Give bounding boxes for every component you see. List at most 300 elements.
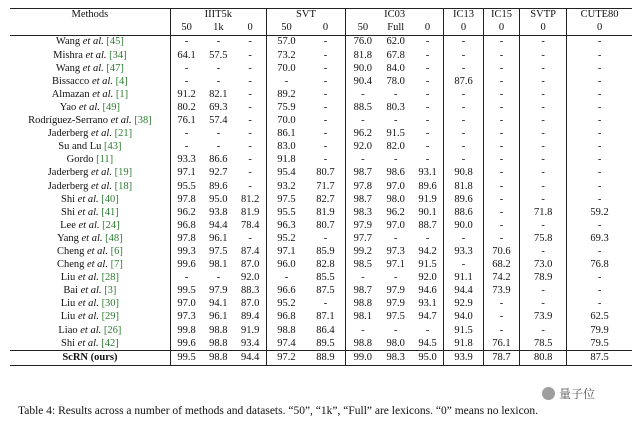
citation-link[interactable]: [28] [101,272,120,284]
table-row [10,115,632,128]
value-cell: 97.7 [346,233,380,246]
value-cell: - [393,88,398,100]
value-cell: - [567,220,632,233]
value-cell: - [567,49,632,62]
value-cell: - [567,141,632,154]
value-cell: - [520,324,567,337]
value-cell: 69.3 [567,233,632,246]
value-cell: - [248,49,252,61]
table-row [10,311,632,324]
value-cell: 94.6 [418,285,437,297]
method-name: Gordo [66,154,94,166]
value-cell: 76.0 [346,36,380,50]
value-cell: - [444,49,484,62]
value-cell: - [266,75,306,88]
method-cell [10,102,170,115]
value-cell: - [425,324,430,336]
value-cell: - [248,128,252,140]
value-cell: - [520,298,567,311]
method-cell [10,285,170,298]
value-cell: 99.6 [170,337,202,351]
value-cell: 64.1 [170,49,202,62]
watermark-text: 量子位 [559,386,596,401]
value-cell: - [425,115,430,127]
value-cell: 70.0 [266,115,306,128]
value-cell: 98.6 [386,167,405,179]
value-cell: - [520,75,567,88]
value-cell: - [567,298,632,311]
value-cell: 97.1 [266,246,306,259]
citation-link[interactable]: [40] [101,193,119,205]
value-cell: - [216,75,221,87]
method-cell [10,233,170,246]
value-cell: 88.3 [240,285,260,297]
method-cell [10,62,170,75]
citation-link[interactable]: [21] [114,128,133,140]
value-cell: - [520,89,567,102]
value-cell: 82.0 [386,141,405,153]
value-cell: - [520,285,567,298]
value-cell: 88.7 [418,219,437,231]
group-cute80: CUTE80 [567,9,632,23]
value-cell: - [425,62,430,74]
method-name: Wang et al. [55,62,104,74]
value-cell: - [444,233,484,246]
value-cell: 80.2 [170,102,202,115]
value-cell: 70.6 [483,246,519,259]
value-cell: 78.9 [520,272,567,285]
group-iiit5k: IIIT5k [170,9,266,23]
value-cell: - [483,193,519,206]
value-cell: 73.0 [520,259,567,272]
value-cell: - [323,232,328,244]
value-cell: - [483,220,519,233]
value-cell: 98.7 [346,285,380,298]
value-cell: - [248,62,252,74]
value-cell: 93.3 [170,154,202,167]
table-row [10,285,632,298]
value-cell: - [323,62,328,74]
value-cell: - [483,75,519,88]
value-cell: 88.6 [444,206,484,219]
value-cell: - [425,49,430,61]
value-cell: - [567,193,632,206]
value-cell: - [248,115,252,127]
value-cell: - [248,141,252,153]
value-cell: 91.2 [170,89,202,102]
value-cell: - [323,115,328,127]
value-cell: - [520,246,567,259]
value-cell: - [444,154,484,167]
table-row [10,75,632,88]
value-cell: 99.8 [170,324,202,337]
value-cell: 98.8 [209,337,228,349]
value-cell: - [393,154,398,166]
table-row [10,180,632,193]
value-cell: 62.0 [386,36,405,48]
value-cell: 93.8 [209,206,228,218]
value-cell: - [323,101,328,113]
citation-link[interactable]: [45] [106,36,124,48]
value-cell: - [216,36,221,48]
citation-link[interactable]: [38] [134,115,152,127]
value-cell: 99.0 [346,351,380,365]
value-cell: 96.3 [266,220,306,233]
value-cell: 90.0 [346,62,380,75]
value-cell: 87.4 [240,245,260,257]
value-cell: - [444,62,484,75]
sub-header: 50 [170,22,202,36]
value-cell: 82.8 [316,259,335,271]
value-cell: - [444,259,484,272]
citation-link[interactable]: [7] [110,259,123,271]
method-cell [10,36,170,50]
value-cell: 80.3 [386,101,405,113]
value-cell: 81.2 [240,193,260,205]
value-cell: - [483,206,519,219]
value-cell: 93.2 [266,180,306,193]
value-cell: 89.6 [418,180,437,192]
table-row [10,206,632,219]
method-cell [10,206,170,219]
value-cell: 94.5 [418,337,437,349]
value-cell: 99.6 [170,259,202,272]
methods-header: Methods [10,9,170,23]
citation-link[interactable]: [43] [104,141,122,153]
value-cell: - [567,285,632,298]
table-row [10,298,632,311]
value-cell: 78.7 [483,351,519,365]
value-cell: 96.1 [209,232,228,244]
value-cell: 76.1 [483,337,519,351]
value-cell: 73.9 [520,311,567,324]
value-cell: - [323,49,328,61]
value-cell: 91.8 [266,154,306,167]
value-cell: - [483,180,519,193]
method-name: Bissacco et al. [51,75,113,87]
results-body [10,36,632,365]
value-cell: - [520,62,567,75]
value-cell: - [425,101,430,113]
value-cell: 98.1 [346,311,380,324]
value-cell: - [520,167,567,180]
value-cell: 86.4 [316,324,335,336]
value-cell: 98.8 [346,337,380,351]
value-cell: 97.9 [209,285,228,297]
value-cell: 95.2 [266,233,306,246]
citation-link[interactable]: [24] [102,219,120,231]
method-name: Rodríguez-Serrano et al. [28,115,132,127]
value-cell: 87.0 [240,259,260,271]
table-row [10,233,632,246]
value-cell: 91.5 [418,259,437,271]
value-cell: 95.5 [266,206,306,219]
table-row [10,220,632,233]
value-cell: 96.2 [346,128,380,141]
value-cell: - [323,298,328,310]
value-cell: 78.4 [240,219,260,231]
method-name: Mishra et al. [53,49,107,61]
watermark [538,383,634,403]
value-cell: - [567,115,632,128]
value-cell: 68.2 [483,259,519,272]
value-cell: 69.3 [209,101,228,113]
method-name: Cheng et al. [56,259,108,271]
citation-link[interactable]: [34] [109,49,127,61]
value-cell: 79.5 [567,337,632,351]
table-row [10,62,632,75]
citation-link[interactable]: [3] [104,285,117,297]
citation-link[interactable]: [26] [103,324,122,336]
method-cell [10,128,170,141]
value-cell: - [393,115,398,127]
value-cell: 98.8 [209,324,228,336]
value-cell: 95.4 [266,167,306,180]
method-cell [10,298,170,311]
value-cell: 67.8 [386,49,405,61]
value-cell: 98.8 [202,351,234,365]
sub-header: 50 [346,22,380,36]
value-cell: 96.6 [266,285,306,298]
value-cell: - [323,88,328,100]
method-cell [10,337,170,351]
value-cell: 97.3 [170,311,202,324]
value-cell: - [520,36,567,50]
value-cell: - [170,36,202,50]
table-row [10,102,632,115]
value-cell: 97.8 [170,193,202,206]
value-cell: 92.0 [418,272,437,284]
value-cell: 94.0 [444,311,484,324]
citation-link[interactable]: [18] [114,180,133,192]
value-cell: 97.2 [266,351,306,365]
value-cell: 87.6 [444,75,484,88]
value-cell: 99.5 [170,285,202,298]
value-cell: 94.1 [209,298,228,310]
value-cell: 97.5 [266,193,306,206]
value-cell: 73.2 [266,49,306,62]
method-cell [10,154,170,167]
value-cell: 88.5 [346,102,380,115]
value-cell: 90.8 [444,167,484,180]
value-cell: 79.9 [567,324,632,337]
value-cell: - [444,102,484,115]
value-cell: - [323,154,328,166]
value-cell: 97.4 [266,337,306,351]
value-cell: 75.8 [520,233,567,246]
method-name: Liu et al. [60,272,99,284]
sub-header: 50 [266,22,306,36]
table-row [10,193,632,206]
value-cell: 89.5 [316,337,335,349]
value-cell: 59.2 [567,206,632,219]
table-row [10,154,632,167]
value-cell: - [323,128,328,140]
value-cell: 85.9 [316,245,335,257]
sub-header: 0 [306,22,346,36]
value-cell: - [483,36,519,50]
citation-link[interactable]: [41] [101,206,119,218]
value-cell: 78.0 [386,75,405,87]
citation-link[interactable]: [6] [110,245,123,257]
citation-link[interactable]: [19] [114,167,133,179]
value-cell: - [567,75,632,88]
citation-link[interactable]: [42] [101,337,119,349]
value-cell: 93.9 [444,351,484,365]
value-cell: - [567,62,632,75]
value-cell: - [567,128,632,141]
table-row [10,89,632,102]
value-cell: - [520,128,567,141]
value-cell: 92.7 [209,167,228,179]
value-cell: - [567,89,632,102]
table-row [10,259,632,272]
citation-link[interactable]: [30] [101,298,120,310]
value-cell: - [323,141,328,153]
value-cell: 71.7 [316,180,335,192]
citation-link[interactable]: [1] [115,88,129,100]
value-cell: 92.0 [240,272,260,284]
value-cell: 97.8 [170,233,202,246]
value-cell: - [248,101,252,113]
value-cell: - [444,141,484,154]
value-cell: - [393,232,398,244]
value-cell: - [266,272,306,285]
method-cell [10,324,170,337]
value-cell: - [425,141,430,153]
value-cell: 81.8 [346,49,380,62]
value-cell: - [567,180,632,193]
value-cell: 93.4 [240,337,260,349]
value-cell: 94.4 [444,285,484,298]
value-cell: - [346,89,380,102]
value-cell: 80.8 [520,351,567,365]
value-cell: 78.5 [520,337,567,351]
value-cell: 92.9 [444,298,484,311]
value-cell: 97.0 [386,219,405,231]
group-ic15: IC15 [483,9,519,23]
value-cell: - [323,36,328,48]
value-cell: 98.3 [380,351,412,365]
value-cell: - [483,102,519,115]
value-cell: 89.2 [266,89,306,102]
method-cell [10,49,170,62]
method-name: Su and Lu [58,141,102,153]
value-cell: 98.1 [209,259,228,271]
method-cell [10,115,170,128]
value-cell: 95.0 [412,351,444,365]
citation-link[interactable]: [47] [106,62,124,74]
value-cell: 96.2 [386,206,405,218]
value-cell: 98.7 [346,193,380,206]
citation-link[interactable]: [4] [115,75,128,87]
method-name: Yao et al. [59,101,100,113]
value-cell: 98.0 [386,193,405,205]
method-cell [10,351,170,365]
value-cell: 91.8 [444,337,484,351]
value-cell: 74.2 [483,272,519,285]
value-cell: - [216,62,221,74]
value-cell: 97.9 [346,220,380,233]
sub-header: 0 [520,22,567,36]
citation-link[interactable]: [49] [102,101,120,113]
results-table [10,8,632,366]
sub-header: Full [380,22,412,36]
group-ic13: IC13 [444,9,484,23]
citation-link[interactable]: [48] [105,232,123,244]
citation-link[interactable]: [11] [96,154,114,166]
value-cell: 97.0 [386,180,405,192]
value-cell: 98.7 [346,167,380,180]
value-cell: 80.7 [316,219,335,231]
value-cell: - [346,154,380,167]
value-cell: - [567,36,632,50]
value-cell: 97.9 [386,298,405,310]
value-cell: - [425,128,430,140]
value-cell: - [444,36,484,50]
citation-link[interactable]: [29] [101,311,120,323]
value-cell: 99.3 [170,246,202,259]
table-row [10,324,632,337]
value-cell: - [567,246,632,259]
value-cell: 73.9 [483,285,519,298]
value-cell: 87.1 [316,311,335,323]
value-cell: 97.5 [209,245,228,257]
value-cell: - [483,49,519,62]
group-svtp: SVTP [520,9,567,23]
value-cell: 94.7 [418,311,437,323]
value-cell: 96.0 [266,259,306,272]
sub-header: 0 [234,22,266,36]
value-cell: 96.8 [266,311,306,324]
value-cell: 89.4 [240,311,260,323]
method-name: Jaderberg et al. [47,128,112,140]
value-cell: 97.0 [170,298,202,311]
value-cell: 82.7 [316,193,335,205]
value-cell: 98.5 [346,259,380,272]
value-cell: 81.9 [240,206,260,218]
value-cell: - [483,62,519,75]
value-cell: - [323,75,328,87]
group-svt: SVT [266,9,345,23]
value-cell: - [425,232,430,244]
method-cell [10,75,170,88]
value-cell: - [483,324,519,337]
method-cell [10,180,170,193]
method-name: Lee et al. [60,219,100,231]
watermark-logo-icon [542,387,555,400]
method-name: Shi et al. [61,206,99,218]
value-cell: 57.5 [209,49,228,61]
value-cell: 95.5 [170,180,202,193]
ours-row [10,351,632,365]
value-cell: - [216,128,221,140]
method-cell [10,141,170,154]
value-cell: 96.8 [170,220,202,233]
value-cell: 98.3 [346,206,380,219]
value-cell: 87.5 [567,351,632,365]
table-row [10,272,632,285]
method-name: ScRN (ours) [62,351,118,363]
header-group-row [10,9,632,23]
value-cell: 70.0 [266,62,306,75]
value-cell: 92.0 [346,141,380,154]
value-cell: 97.1 [386,259,405,271]
value-cell: 91.5 [386,128,405,140]
value-cell: - [248,232,252,244]
table-row [10,49,632,62]
method-name: Liu et al. [60,298,99,310]
